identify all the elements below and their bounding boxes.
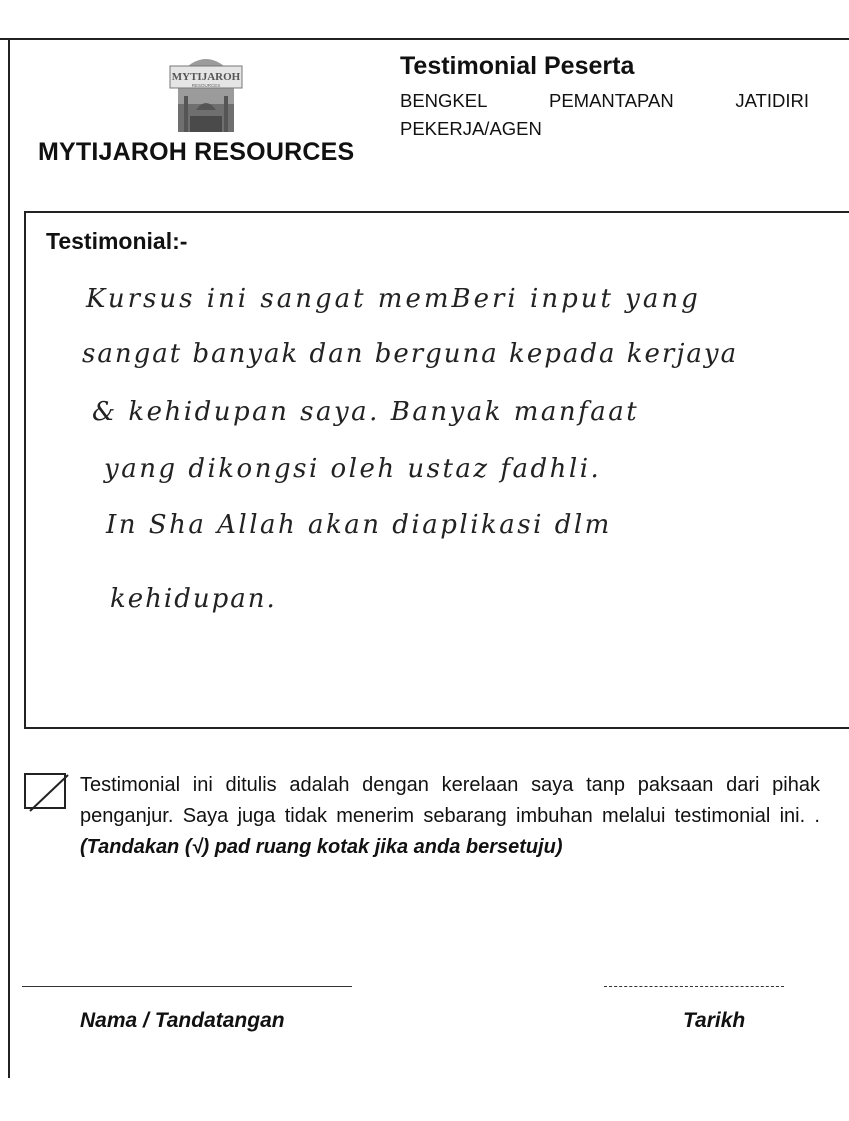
handwritten-line: & kehidupan saya. Banyak manfaat [92,397,640,427]
company-name: MYTIJAROH RESOURCES [38,138,355,166]
handwritten-line: Kursus ini sangat memBeri input yang [86,284,701,314]
left-border [8,38,10,1078]
handwritten-line: kehidupan. [110,584,277,614]
subtitle-word: PEMANTAPAN [549,90,674,111]
form-subtitle-line2: PEKERJA/AGEN [400,118,542,139]
handwritten-line: sangat banyak dan berguna kepada kerjaya [82,339,739,369]
svg-text:RESOURCES: RESOURCES [191,83,221,88]
svg-text:MYTIJAROH: MYTIJAROH [171,71,241,83]
declaration-instruction: (Tandakan (√) pad ruang kotak jika anda bersetuju) [80,836,563,858]
testimonial-label: Testimonial:- [46,228,188,254]
top-border [0,38,849,40]
handwritten-line: yang dikongsi oleh ustaz fadhli. [104,454,602,484]
signature-line [22,986,352,987]
handwritten-line: In Sha Allah akan diaplikasi dlm [106,510,612,540]
company-logo [160,46,252,134]
consent-checkbox[interactable] [24,773,66,809]
subtitle-word: JATIDIRI [735,90,809,111]
declaration-text [80,770,820,863]
date-label: Tarikh [683,1009,746,1032]
declaration-body: Testimonial ini ditulis adalah dengan kerelaan saya tanp paksaan dari pihak penganjur. Saya juga tidak menerim sebarang imbuhan melalui testimonial ini. . [80,774,820,827]
form-subtitle-line1 [400,90,809,112]
check-mark-icon [22,769,74,817]
date-line [604,986,784,987]
signature-label: Nama / Tandatangan [80,1009,285,1032]
subtitle-word: BENGKEL [400,90,488,111]
form-title: Testimonial Peserta [400,52,635,80]
